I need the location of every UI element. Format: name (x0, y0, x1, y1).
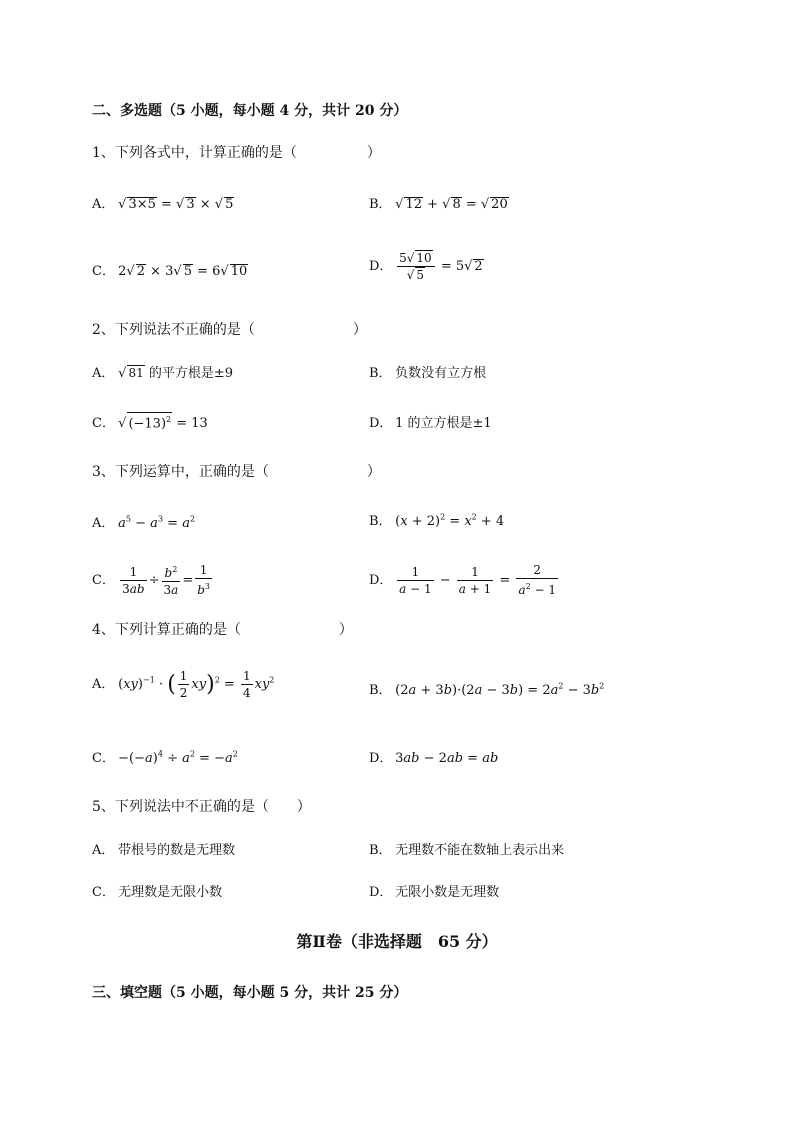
option-formula: $\frac{1}{a - 1}$ − $\frac{1}{a + 1}$ = $\frac{2}{a^2 - 1}$ (399, 563, 557, 597)
option-label: D． (369, 416, 393, 431)
option-formula: 3ab − 2ab = ab (395, 751, 499, 766)
option (369, 250, 484, 283)
option-formula: $-(-a)^4 \div a^2 = -a^2$ (118, 749, 238, 766)
option (92, 193, 234, 212)
option-label: C． (92, 416, 115, 432)
option (92, 881, 222, 900)
option (92, 512, 195, 531)
option-label: B． (369, 366, 392, 381)
option-formula: √ $(-13)^2 = 13$ (118, 416, 208, 431)
option (369, 510, 504, 529)
option (369, 679, 604, 698)
option-label: D． (369, 259, 393, 274)
part-title: 第Ⅱ卷（非选择题 65 分） (296, 932, 498, 951)
option-formula: √ 81 的平方根是±9 (118, 366, 234, 381)
option-formula: 2√ 2 × 3√ 5 = 6√ 10 (118, 264, 248, 279)
option-formula: $a^5 - a^3 = a^2$ (118, 514, 196, 531)
option-label: A． (92, 516, 115, 531)
option-label: B． (369, 514, 392, 529)
option (92, 668, 274, 701)
option (369, 839, 564, 858)
option (92, 260, 248, 279)
option (369, 747, 498, 766)
option (92, 412, 208, 431)
option-text: 无理数不能在数轴上表示出来 (395, 843, 565, 858)
option (369, 412, 492, 431)
option-formula: $\frac{1}{3ab}$ ÷ $\frac{b^2}{3a}$ = $\frac{1}{b^3}$ (122, 563, 211, 597)
option-label: A． (92, 197, 115, 212)
option-label: C． (92, 885, 115, 900)
option-label: D． (369, 885, 393, 900)
option (92, 747, 238, 766)
section-heading: 二、多选题（5 小题，每小题 4 分，共计 20 分） (92, 103, 408, 119)
option-text: 带根号的数是无理数 (118, 843, 236, 858)
option-label: B． (369, 683, 392, 698)
option-formula: √ 12 + √ 8 = √ 20 (395, 197, 508, 212)
option-label: A． (92, 843, 115, 858)
question-stem: 1、下列各式中，计算正确的是（ ） (92, 145, 381, 161)
option (92, 562, 214, 598)
option (369, 193, 509, 212)
question-stem: 5、下列说法中不正确的是（ ） (92, 799, 311, 815)
option-label: B． (369, 843, 392, 858)
option-formula: $(x + 2)^2 = x^2 + 4$ (395, 512, 505, 529)
option-formula: $(2a + 3b)\cdot(2a - 3b) = 2a^2 - 3b^2$ (395, 681, 605, 698)
section-heading: 三、填空题（5 小题，每小题 5 分，共计 25 分） (92, 985, 408, 1001)
option-label: B． (369, 197, 392, 212)
option-formula: √ 3×5 = √ 3 × √ 5 (118, 197, 234, 212)
option-text: 无理数是无限小数 (118, 885, 223, 900)
option (92, 362, 233, 381)
option-label: D． (369, 572, 393, 588)
option (92, 839, 235, 858)
option-label: C． (92, 751, 115, 766)
option (369, 881, 499, 900)
option-text: 负数没有立方根 (395, 366, 487, 381)
option-label: C． (92, 572, 115, 588)
option-text: 1 的立方根是±1 (395, 416, 492, 431)
question-stem: 2、下列说法不正确的是（ ） (92, 322, 367, 338)
option-text: 无限小数是无理数 (395, 885, 500, 900)
option-label: A． (92, 677, 115, 692)
option (369, 562, 560, 598)
option-label: C． (92, 264, 115, 279)
option-formula: $\frac{5√ 10}{√ 5}$ = 5√ 2 (399, 251, 483, 282)
question-stem: 4、下列计算正确的是（ ） (92, 622, 353, 638)
question-stem: 3、下列运算中，正确的是（ ） (92, 464, 381, 480)
option-formula: (xy)$^{-1}$ · ( $\frac{1}{2}$ xy)$^2$ = $\frac{1}{4}$ $xy^2$ (118, 669, 275, 700)
option (369, 362, 486, 381)
option-label: A． (92, 366, 115, 381)
option-label: D． (369, 751, 393, 766)
